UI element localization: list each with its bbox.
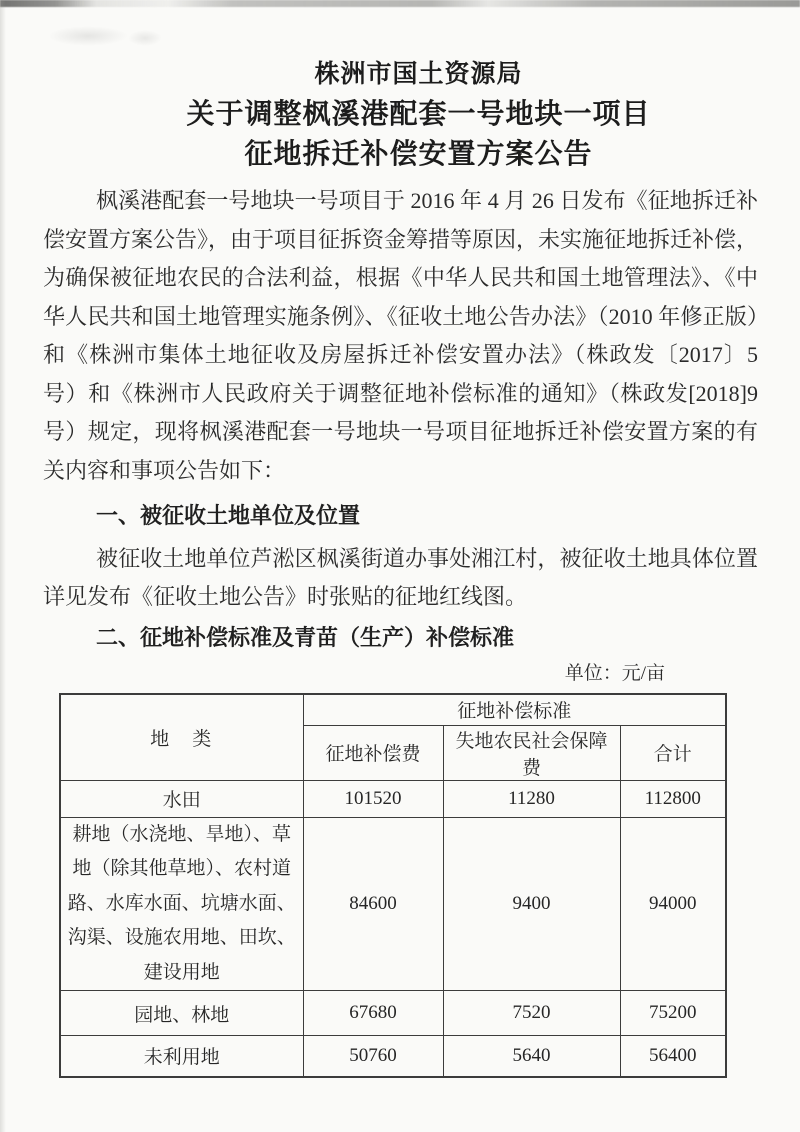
header-cell-total: 合计 <box>620 725 726 780</box>
doc-title-agency: 株洲市国土资源局 <box>314 60 523 88</box>
cell-total: 94000 <box>620 817 726 991</box>
cell-social: 11280 <box>443 780 620 817</box>
table-unit-label: 单位：元/亩 <box>564 663 665 684</box>
cell-total: 112800 <box>620 780 726 817</box>
cell-social: 7520 <box>443 991 620 1036</box>
header-cell-standard-group: 征地补偿标准 <box>303 694 726 725</box>
section-2-heading: 二、征地补偿标准及青苗（生产）补偿标准 <box>96 624 515 650</box>
doc-title-subject: 关于调整枫溪港配套一号地块一项目 <box>186 98 651 129</box>
cell-land-type: 园地、林地 <box>60 991 303 1036</box>
compensation-table <box>59 693 727 1078</box>
cell-fee: 50760 <box>303 1036 443 1077</box>
cell-fee: 67680 <box>303 991 443 1036</box>
table-header-row-1 <box>60 694 726 725</box>
doc-title-type: 征地拆迁补偿安置方案公告 <box>244 138 593 169</box>
table-row <box>60 991 726 1036</box>
section-1-paragraph: 被征收土地单位芦淞区枫溪街道办事处湘江村，被征收土地具体位置详见发布《征收土地公告》时张贴的征地红线图。 <box>43 545 758 609</box>
section-1-heading: 一、被征收土地单位及位置 <box>96 503 361 528</box>
table-row <box>60 780 726 817</box>
header-cell-fee: 征地补偿费 <box>303 725 443 780</box>
cell-social: 5640 <box>443 1036 620 1077</box>
intro-paragraph: 枫溪港配套一号地块一号项目于 2016 年 4 月 26 日发布《征地拆迁补偿安置方案公告》，由于项目征拆资金筹措等原因，未实施征地拆迁补偿，为确保被征地农民的合法利益，根据《中华人民共和国土地管理法》、《中华人民共和国土地管理实施条例》、《征收土地公告办法》（2010 年修正版）和《株洲市集体土地征收及房屋拆迁补偿安置办法》（株政发〔2017〕5 号）和《株洲市人民政府关于调整征地补偿标准的通知》（株政发[2018]9 号）规定，现将枫溪港配套一号地块一号项目征地拆迁补偿安置方案的有关内容和事项公告如下： <box>43 188 759 483</box>
header-cell-social-security: 失地农民社会保障费 <box>443 725 620 780</box>
cell-total: 56400 <box>620 1036 726 1077</box>
cell-total: 75200 <box>620 991 726 1036</box>
cell-fee: 101520 <box>303 780 443 817</box>
table-row <box>60 1036 726 1077</box>
cell-social: 9400 <box>443 817 620 991</box>
header-cell-land-type: 地 类 <box>60 694 303 780</box>
table-row <box>60 817 726 991</box>
cell-fee: 84600 <box>303 817 443 991</box>
cell-land-type: 耕地（水浇地、旱地）、草地（除其他草地）、农村道路、水库水面、坑塘水面、沟渠、设施农用地、田坎、建设用地 <box>60 817 303 991</box>
cell-land-type: 水田 <box>60 780 303 817</box>
cell-land-type: 未利用地 <box>60 1036 303 1077</box>
